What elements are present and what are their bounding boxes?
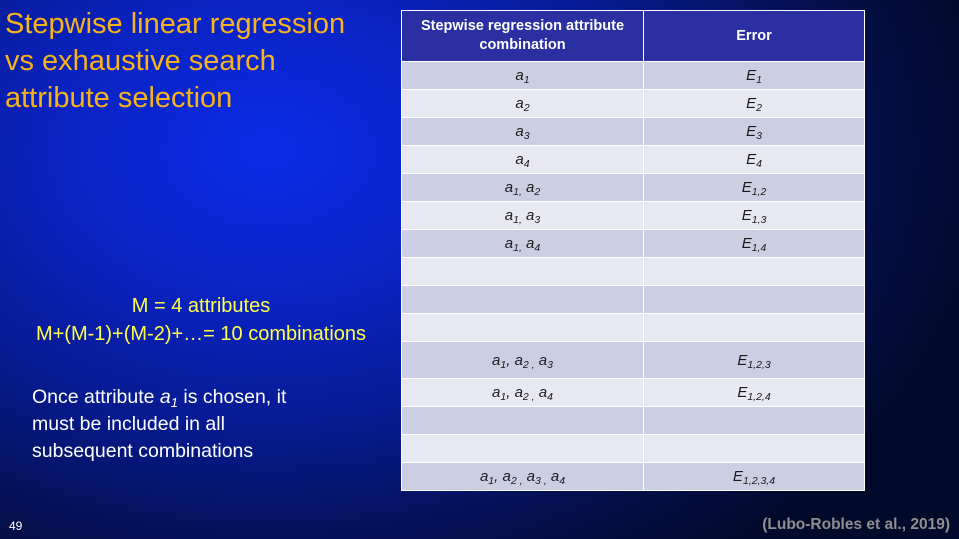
note-variable-subscript: 1 [170,395,178,410]
error-symbol: E [746,151,757,168]
note-line-3: subsequent combinations [32,440,254,462]
note-variable-base: a [159,386,171,408]
error-symbol: E [737,351,748,369]
combination-cell [402,407,644,435]
error-subscript: 1,3 [751,214,767,226]
slide-title [5,6,385,117]
attribute-subscript: 2 [523,102,530,114]
combination-cell [402,90,644,118]
attribute-symbol: a [538,384,548,401]
error-cell [644,463,865,491]
error-subscript: 1,4 [751,242,767,254]
error-symbol: E [746,95,757,112]
error-cell [644,118,865,146]
error-subscript: 1,2,3,4 [742,475,776,487]
attribute-symbol: a [492,384,501,401]
error-subscript: 3 [756,130,762,142]
attribute-symbol: a [515,123,524,140]
attribute-symbol: a [479,468,489,485]
combination-cell [402,174,644,202]
error-cell [644,314,865,342]
table-row [402,286,865,314]
combination-cell [402,286,644,314]
error-symbol: E [732,468,743,485]
attribute-symbol: a [515,67,524,84]
attribute-symbol: a [514,384,523,401]
note-line-2: must be included in all [32,413,225,435]
combination-cell [402,258,644,286]
attribute-subscript: 1 [523,74,530,86]
error-subscript: 1,2,4 [747,391,771,403]
error-cell [644,90,865,118]
table-body [402,62,865,491]
table-row [402,62,865,90]
error-cell [644,202,865,230]
attribute-subscript: 2 , [510,475,523,487]
combination-cell [402,62,644,90]
header-error: Error [644,11,865,62]
table-row [402,118,865,146]
attribute-subscript: 1, [513,242,522,254]
title-line-2: vs exhaustive search [5,45,276,77]
combination-cell [402,146,644,174]
attribute-symbol: a [492,351,501,369]
combination-cell: $a_1$, $a_{2 ,}$ $a_3$ [402,342,644,379]
error-cell [644,230,865,258]
attribute-symbol: a [504,207,514,224]
slide-number: 49 [9,519,23,533]
attribute-subscript: 1 [488,475,495,487]
selection-note [32,384,362,465]
table-row [402,379,865,407]
attribute-subscript: 4 [559,475,566,487]
error-cell [644,62,865,90]
attribute-count-text [0,292,402,348]
error-cell [644,342,865,379]
attribute-count-line: M = 4 attributes [131,295,271,317]
attribute-subscript: 2 , [522,391,535,403]
error-symbol: E [741,179,752,196]
note-line-1 [32,384,362,411]
attribute-subscript: 3 [523,130,530,142]
attribute-symbol: a [538,351,548,369]
attribute-subscript: 1 [500,391,507,403]
table-row [402,258,865,286]
header-combination: Stepwise regression attribute combination [402,11,644,62]
error-symbol: E [737,384,748,401]
attribute-subscript: 4 [523,158,530,170]
title-line-1: Stepwise linear regression [5,8,346,40]
error-symbol: E [746,67,757,84]
combination-cell [402,202,644,230]
attribute-symbol: a [515,95,524,112]
combination-cell: $a_1$, $a_{2 ,}$ $a_4$ [402,379,644,407]
attribute-subscript: 1 [500,358,507,371]
combination-cell [402,314,644,342]
table-row [402,146,865,174]
table-row [402,174,865,202]
attribute-subscript: 3 [547,358,553,371]
combination-cell [402,118,644,146]
title-line-3: attribute selection [5,82,233,114]
citation: (Lubo-Robles et al., 2019) [762,516,950,533]
table-row [402,202,865,230]
error-cell [644,435,865,463]
note-line-1-end: is chosen, it [178,386,287,408]
attribute-subscript: 4 [547,391,553,403]
attribute-subscript: 2 [534,186,541,198]
error-symbol: E [741,235,752,252]
table-row [402,435,865,463]
error-cell [644,174,865,202]
error-cell [644,407,865,435]
table-row [402,230,865,258]
attribute-symbol: a [504,179,514,196]
error-cell [644,146,865,174]
error-cell [644,286,865,314]
error-subscript: 1,2,3 [747,358,771,371]
attribute-subscript: 3 , [535,475,547,487]
attribute-subscript: 4 [534,242,541,254]
note-line-1-start: Once attribute [32,386,160,408]
error-cell [644,258,865,286]
combination-cell [402,435,644,463]
error-subscript: 2 [756,102,762,114]
attribute-subscript: 2 , [522,358,535,371]
attribute-subscript: 3 [534,214,541,226]
table-row [402,90,865,118]
attribute-subscript: 1, [513,186,522,198]
attribute-symbol: a [550,468,560,485]
error-symbol: E [746,123,757,140]
table-row [402,342,865,379]
error-subscript: 4 [756,158,762,170]
attribute-symbol: a [526,179,535,196]
attribute-symbol: a [526,235,535,252]
attribute-symbol: a [526,468,536,485]
attribute-symbol: a [526,207,535,224]
error-cell [644,379,865,407]
combination-cell: $a_1$, $a_{2 ,}$ $a_{3 ,}$ $a_4$ [402,463,644,491]
attribute-symbol: a [514,351,523,369]
combination-formula-line: M+(M-1)+(M-2)+…= 10 combinations [35,323,367,345]
combination-error-table [401,10,865,491]
error-symbol: E [741,207,752,224]
error-subscript: 1,2 [751,186,767,198]
table-header-row [402,11,865,62]
attribute-subscript: 1, [513,214,522,226]
attribute-symbol: a [504,235,514,252]
table-row [402,463,865,491]
note-variable [160,386,178,408]
attribute-symbol: a [515,151,524,168]
table-row [402,314,865,342]
attribute-symbol: a [502,468,511,485]
error-subscript: 1 [756,74,762,86]
table-row [402,407,865,435]
combination-cell [402,230,644,258]
